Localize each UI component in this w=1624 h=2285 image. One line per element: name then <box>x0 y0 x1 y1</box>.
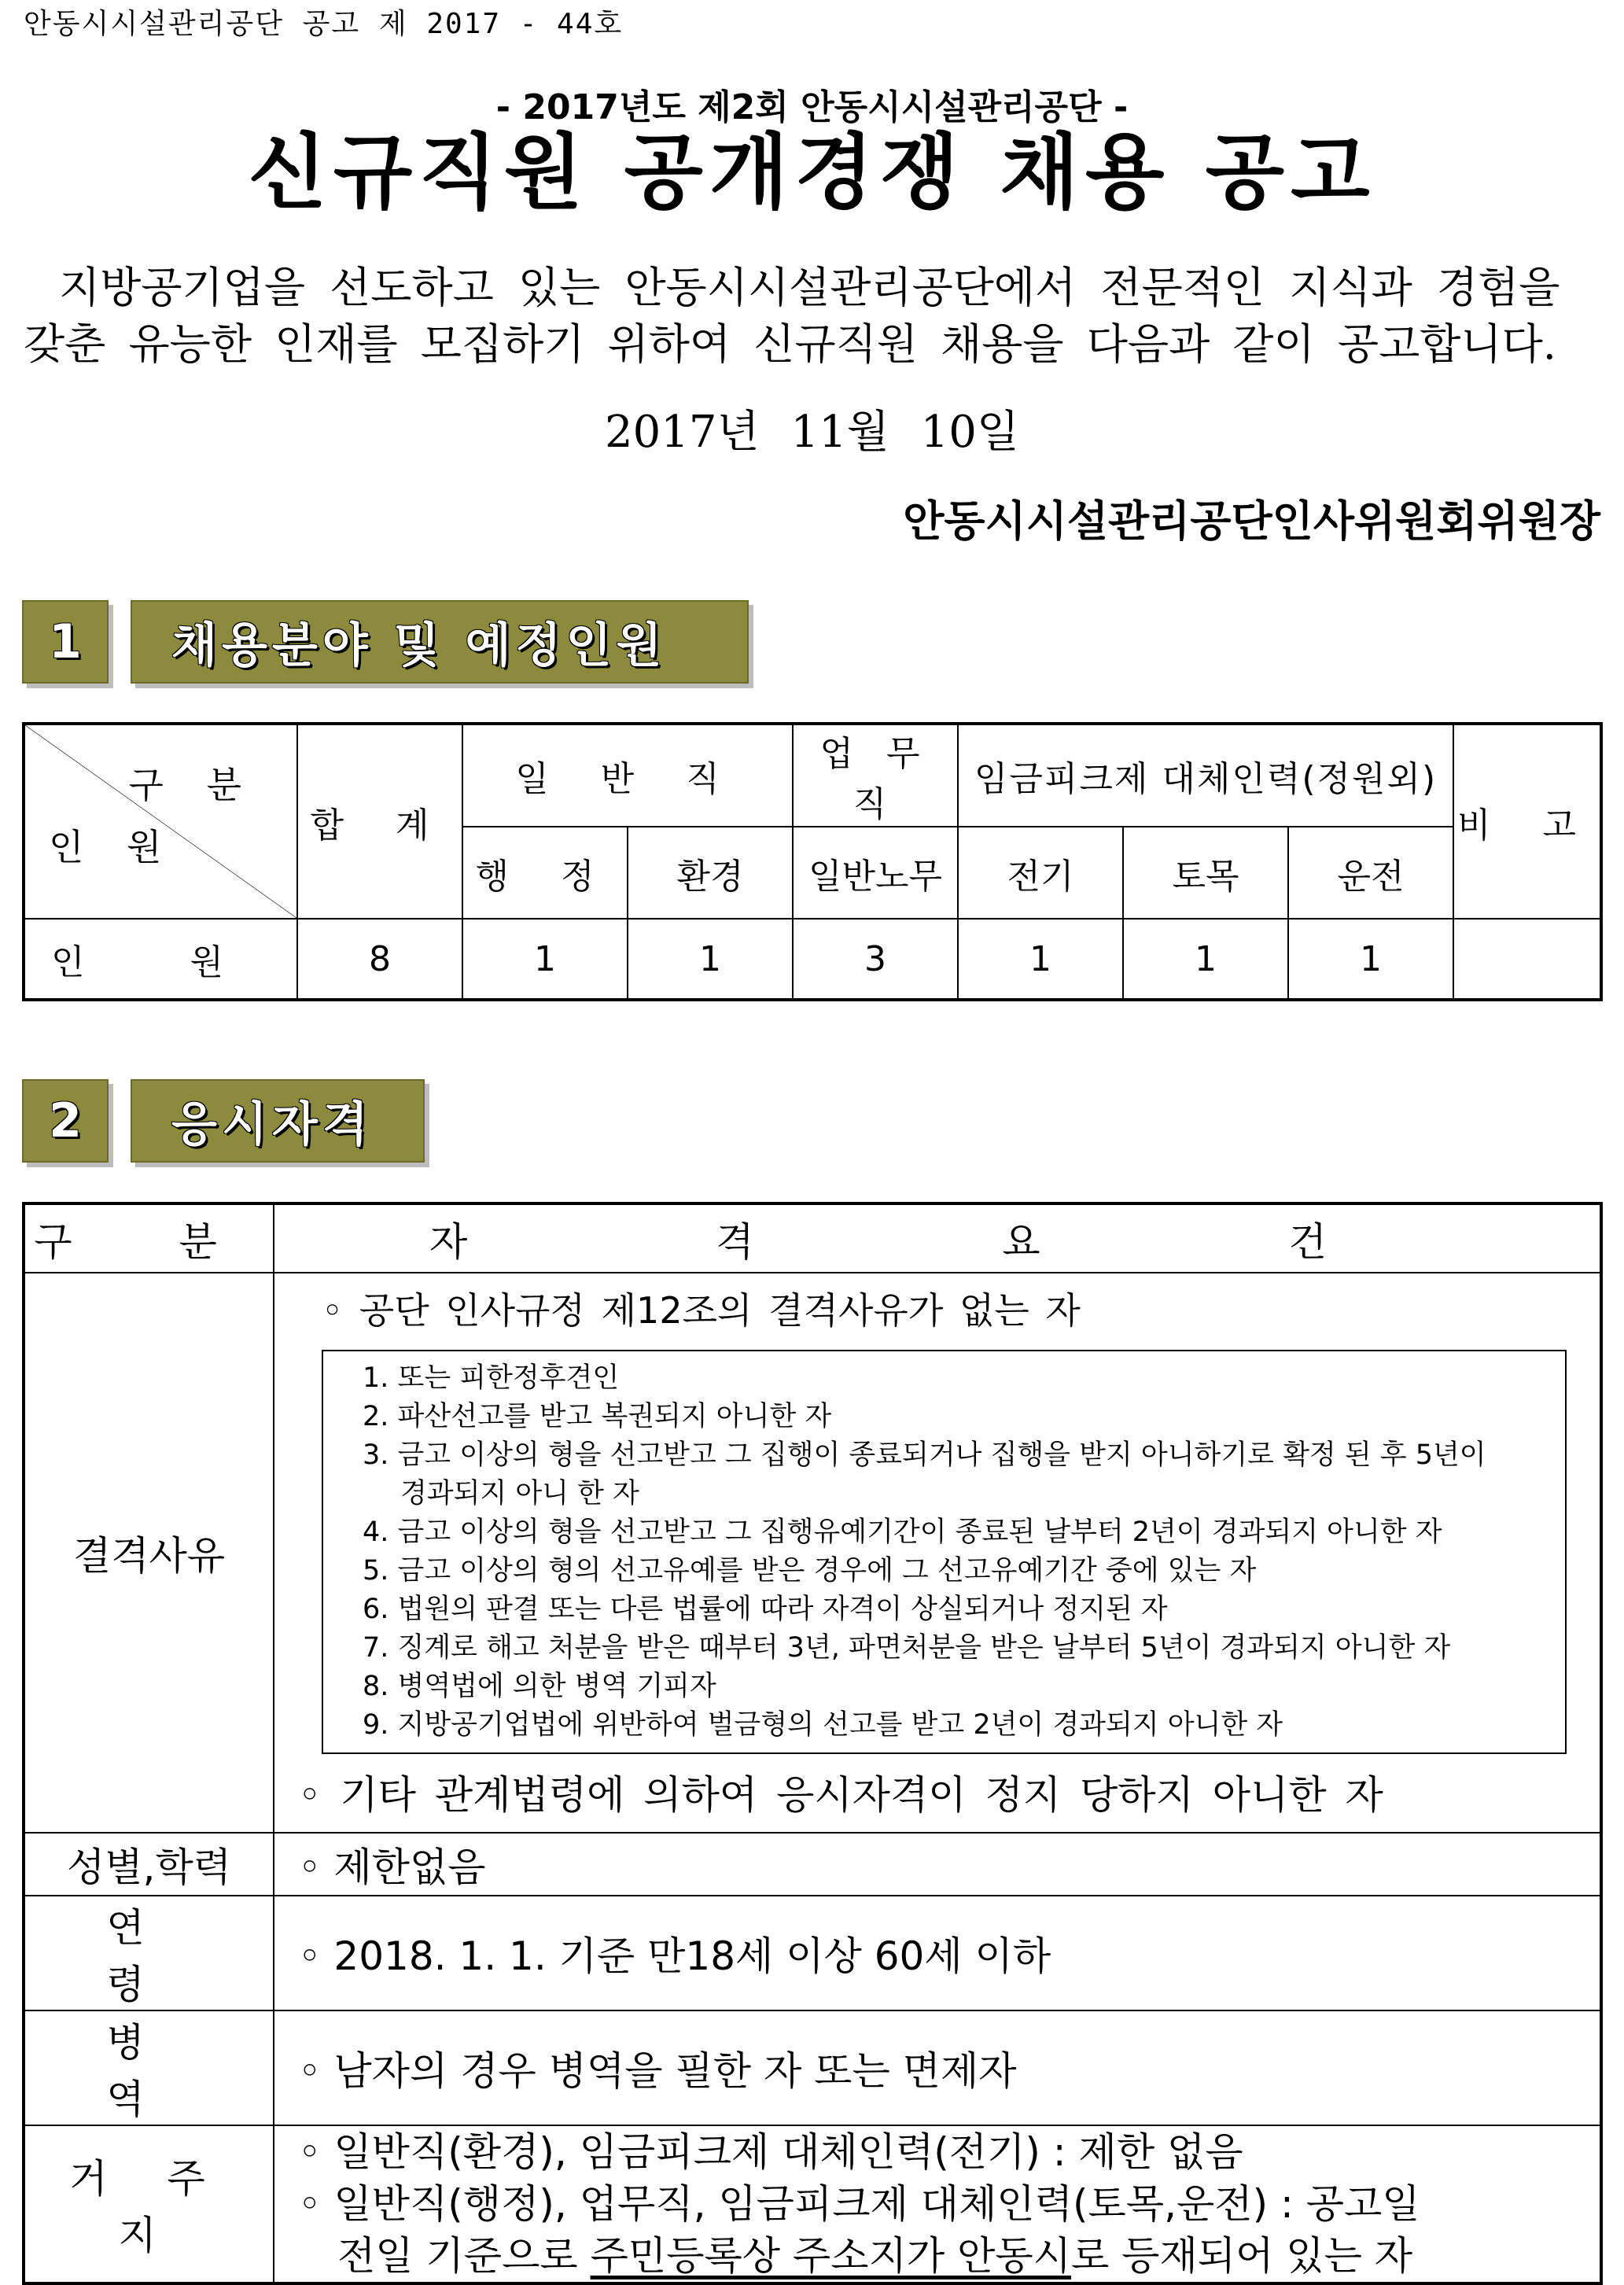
list-item: 1. 또는 피한정후견인 <box>363 1362 620 1394</box>
section-heading: 응시자격 <box>131 1079 425 1163</box>
list-item: 3. 금고 이상의 형을 선고받고 그 집행이 종료되거나 집행을 받지 아니하기로 확정 된 후 5년이 <box>363 1439 1486 1471</box>
recruitment-table <box>22 722 1603 1001</box>
value-cell: 1 <box>462 919 628 1000</box>
notice-reference: 안동시시설관리공단 공고 제 2017 - 44호 <box>24 8 624 40</box>
sub-header: 일반노무 <box>793 827 958 919</box>
disqualification-list <box>322 1350 1567 1754</box>
residence-text: 전일 기준으로 <box>337 2233 591 2279</box>
row-label-gender: 성별,학력 <box>24 1833 274 1896</box>
row-label-disqualification: 결격사유 <box>24 1273 274 1833</box>
value-cell: 8 <box>297 919 462 1000</box>
gender-value: ◦ 제한없음 <box>274 1833 1601 1896</box>
head-requirements: 자 격 요 건 <box>274 1203 1601 1273</box>
value-cell: 1 <box>628 919 793 1000</box>
list-item: 6. 법원의 판결 또는 다른 법률에 따라 자격이 상실되거나 정지된 자 <box>363 1594 1168 1625</box>
residence-emphasis: 주민등록상 주소지가 안동시 <box>590 2233 1071 2279</box>
value-cell: 1 <box>1123 919 1288 1000</box>
row-label-military: 병 역 <box>24 2010 274 2125</box>
row-label-residence: 거 주 지 <box>24 2125 274 2283</box>
sub-header: 행 정 <box>462 827 628 919</box>
value-cell: 1 <box>958 919 1123 1000</box>
sub-header: 전기 <box>958 827 1123 919</box>
list-item: 2. 파산선고를 받고 복권되지 아니한 자 <box>363 1401 832 1432</box>
group-header-general: 일 반 직 <box>462 724 793 827</box>
residence-text: 로 등재되어 있는 자 <box>1070 2233 1413 2279</box>
list-item: 7. 징계로 해고 처분을 받은 때부터 3년, 파면처분을 받은 날부터 5년이 경과되지 아니한 자 <box>363 1632 1451 1664</box>
residence-line: ◦ 일반직(환경), 임금피크제 대체인력(전기) : 제한 없음 <box>298 2129 1243 2175</box>
residence-line: ◦ 일반직(행정), 업무직, 임금피크제 대체인력(토목,운전) : 공고일 <box>298 2181 1420 2227</box>
remarks-header: 비 고 <box>1453 724 1601 919</box>
remarks-cell <box>1453 919 1601 1000</box>
sub-header: 운전 <box>1288 827 1453 919</box>
disqualification-line: ◦ 기타 관계법령에 의하여 응시자격이 정지 당하지 아니한 자 <box>298 1772 1383 1818</box>
value-cell: 1 <box>1288 919 1453 1000</box>
intro-line: 갖춘 유능한 인재를 모집하기 위하여 신규직원 채용을 다음과 같이 공고합니다. <box>24 319 1556 369</box>
head-category: 구 분 <box>24 1203 274 1273</box>
sub-header: 토목 <box>1123 827 1288 919</box>
row-label: 인 원 <box>24 919 297 1000</box>
qualification-table <box>22 1202 1603 2285</box>
disqualification-line: ◦ 공단 인사규정 제12조의 결격사유가 없는 자 <box>322 1289 1081 1332</box>
list-item: 9. 지방공기업법에 위반하여 벌금형의 선고를 받고 2년이 경과되지 아니한 자 <box>363 1709 1283 1741</box>
sub-header: 환경 <box>628 827 793 919</box>
section-number: 2 <box>22 1079 109 1163</box>
table-corner-cell <box>24 724 297 919</box>
residence-line <box>298 2230 1600 2282</box>
intro-paragraph <box>24 260 1600 373</box>
intro-line: 지방공기업을 선도하고 있는 안동시시설관리공단에서 전문적인 지식과 경험을 <box>59 263 1560 312</box>
corner-top-label: 구 분 <box>128 764 257 806</box>
group-header-business: 업 무 직 <box>793 724 958 827</box>
corner-bottom-label: 인 원 <box>49 826 178 868</box>
list-item: 4. 금고 이상의 형을 선고받고 그 집행유예기간이 종료된 날부터 2년이 경과되지 아니한 자 <box>363 1517 1442 1548</box>
age-value: ◦ 2018. 1. 1. 기준 만18세 이상 60세 이하 <box>274 1896 1601 2010</box>
notice-date: 2017년 11월 10일 <box>605 407 1019 458</box>
military-value: ◦ 남자의 경우 병역을 필한 자 또는 면제자 <box>274 2010 1601 2125</box>
list-item: 경과되지 아니 한 자 <box>400 1478 639 1509</box>
section-heading: 채용분야 및 예정인원 <box>131 600 749 684</box>
total-header: 합 계 <box>297 724 462 919</box>
disqualification-cell <box>274 1273 1601 1833</box>
group-header-replacement: 임금피크제 대체인력(정원외) <box>958 724 1453 827</box>
list-item: 5. 금고 이상의 형의 선고유예를 받은 경우에 그 선고유예기간 중에 있는 자 <box>363 1555 1257 1587</box>
row-label-age: 연 령 <box>24 1896 274 2010</box>
notice-subtitle: - 2017년도 제2회 안동시시설관리공단 - <box>495 87 1129 127</box>
value-cell: 3 <box>793 919 958 1000</box>
section-number: 1 <box>22 600 109 684</box>
residence-cell <box>274 2125 1601 2283</box>
signer: 안동시시설관리공단인사위원회위원장 <box>903 496 1600 546</box>
list-item: 8. 병역법에 의한 병역 기피자 <box>363 1671 716 1702</box>
notice-title: 신규직원 공개경쟁 채용 공고 <box>248 124 1376 220</box>
